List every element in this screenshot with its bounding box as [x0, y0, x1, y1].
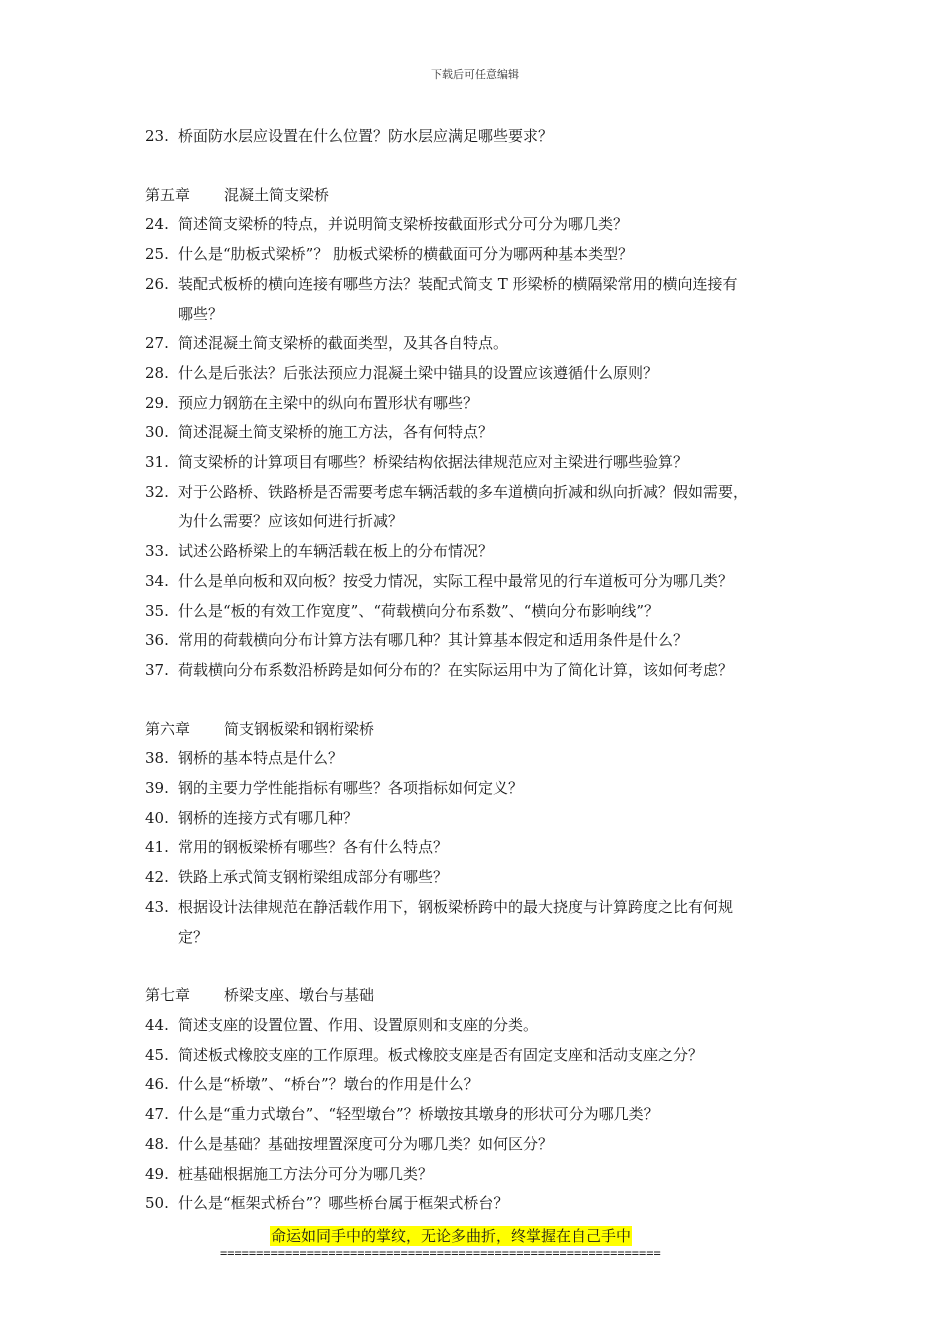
question-text: 桩基础根据施工方法分可分为哪几类？: [178, 1164, 434, 1183]
question-text: [178, 478, 825, 537]
question-32: [145, 478, 825, 537]
question-41: [145, 833, 825, 863]
chapter-label: 第六章: [145, 719, 191, 738]
question-text-line-1: 根据设计法律规范在静活载作用下，钢板梁桥跨中的最大挠度与计算跨度之比有何规: [178, 897, 734, 916]
question-30: [145, 418, 825, 448]
question-29: [145, 389, 825, 419]
question-47: [145, 1100, 825, 1130]
question-49: [145, 1160, 825, 1190]
question-46: [145, 1070, 825, 1100]
question-text: 简支梁桥的计算项目有哪些？桥梁结构依据法律规范应对主梁进行哪些验算？: [178, 453, 689, 472]
question-text-line-2: 定？: [178, 927, 209, 946]
question-number: 37.: [145, 660, 169, 679]
question-number: 30.: [145, 423, 169, 442]
question-27: [145, 329, 825, 359]
question-37: [145, 656, 825, 686]
question-text: 什么是“重力式墩台”、“轻型墩台”？桥墩按其墩身的形状可分为哪几类？: [178, 1105, 659, 1124]
question-number: 45.: [145, 1045, 169, 1064]
question-text: 什么是“框架式桥台”？哪些桥台属于框架式桥台？: [178, 1194, 509, 1213]
question-number: 42.: [145, 868, 169, 887]
question-text: [178, 893, 825, 952]
question-text-line-2: 为什么需要？应该如何进行折减？: [178, 512, 404, 531]
chapter-label: 第七章: [145, 986, 191, 1005]
question-text: 简述混凝土简支梁桥的截面类型，及其各自特点。: [178, 334, 509, 353]
question-text: 试述公路桥梁上的车辆活载在板上的分布情况？: [178, 542, 494, 561]
question-number: 28.: [145, 363, 169, 382]
question-text: 什么是基础？基础按埋置深度可分为哪几类？如何区分？: [178, 1134, 554, 1153]
question-number: 48.: [145, 1134, 169, 1153]
question-number: 36.: [145, 631, 169, 650]
question-text: 什么是“桥墩”、“桥台”？墩台的作用是什么？: [178, 1075, 479, 1094]
question-39: [145, 774, 825, 804]
question-text: 钢桥的连接方式有哪几种？: [178, 808, 359, 827]
question-text-line-2: 哪些？: [178, 304, 224, 323]
question-number: 29.: [145, 393, 169, 412]
question-text-line-1: 对于公路桥、铁路桥是否需要考虑车辆活载的多车道横向折减和纵向折减？假如需要，: [178, 482, 749, 501]
question-number: 26.: [145, 274, 169, 293]
question-number: 25.: [145, 245, 169, 264]
question-number: 43.: [145, 897, 169, 916]
question-text: 钢的主要力学性能指标有哪些？各项指标如何定义？: [178, 779, 524, 798]
question-25: [145, 240, 825, 270]
question-number: 40.: [145, 808, 169, 827]
question-text: 什么是后张法？后张法预应力混凝土梁中锚具的设置应该遵循什么原则？: [178, 363, 659, 382]
question-number: 41.: [145, 838, 169, 857]
page-header: 下载后可任意编辑: [431, 68, 519, 81]
question-number: 39.: [145, 779, 169, 798]
question-text: [178, 656, 825, 686]
question-number: 24.: [145, 215, 169, 234]
question-number: 38.: [145, 749, 169, 768]
question-23: [145, 122, 825, 152]
question-26: [145, 270, 825, 329]
question-28: [145, 359, 825, 389]
question-text-line-1: 装配式板桥的横向连接有哪些方法？装配式简支 T 形梁桥的横隔梁常用的横向连接有: [178, 274, 738, 293]
question-text: 简述简支梁桥的特点，并说明简支梁桥按截面形式分可分为哪几类？: [178, 215, 629, 234]
question-45: [145, 1041, 825, 1071]
question-38: [145, 744, 825, 774]
question-34: [145, 567, 825, 597]
question-text: 常用的钢板梁桥有哪些？各有什么特点？: [178, 838, 449, 857]
question-43: [145, 893, 825, 952]
chapter-title: 桥梁支座、墩台与基础: [224, 986, 375, 1005]
footer-divider: =============================================================: [220, 1246, 661, 1260]
question-text: 预应力钢筋在主梁中的纵向布置形状有哪些？: [178, 393, 479, 412]
question-number: 50.: [145, 1194, 169, 1213]
question-number: 23.: [145, 127, 169, 145]
question-text: 简述支座的设置位置、作用、设置原则和支座的分类。: [178, 1015, 539, 1034]
question-number: 34.: [145, 571, 169, 590]
chapter-label: 第五章: [145, 185, 191, 204]
chapter-title: 混凝土简支梁桥: [224, 185, 330, 204]
question-text: 常用的荷载横向分布计算方法有哪几种？其计算基本假定和适用条件是什么？: [178, 631, 689, 650]
question-number: 27.: [145, 334, 169, 353]
question-31: [145, 448, 825, 478]
question-number: 35.: [145, 601, 169, 620]
question-text: 钢桥的基本特点是什么？: [178, 749, 344, 768]
question-number: 49.: [145, 1164, 169, 1183]
question-number: 47.: [145, 1105, 169, 1124]
chapter-title: 简支钢板梁和钢桁梁桥: [224, 719, 375, 738]
question-text: 什么是“肋板式梁桥”？ 肋板式梁桥的横截面可分为哪两种基本类型？: [178, 245, 634, 264]
question-text: 什么是“板的有效工作宽度”、“荷载横向分布系数”、“横向分布影响线”？: [178, 601, 660, 620]
question-text-part: ，该如何考虑？: [628, 660, 734, 679]
question-text: 简述混凝土简支梁桥的施工方法，各有何特点？: [178, 423, 494, 442]
footer-motto: 命运如同手中的掌纹，无论多曲折，终掌握在自己手中: [271, 1227, 632, 1245]
question-36: [145, 626, 825, 656]
chapter-5-heading: [145, 181, 825, 211]
question-number: 44.: [145, 1015, 169, 1034]
question-44: [145, 1011, 825, 1041]
question-text: 桥面防水层应设置在什么位置？防水层应满足哪些要求？: [178, 127, 554, 145]
chapter-7-heading: [145, 981, 825, 1011]
question-35: [145, 597, 825, 627]
question-text: [178, 270, 825, 329]
question-48: [145, 1130, 825, 1160]
question-text: 什么是单向板和双向板？按受力情况，实际工程中最常见的行车道板可分为哪几类？: [178, 571, 734, 590]
question-40: [145, 804, 825, 834]
question-number: 32.: [145, 482, 169, 501]
question-text: 简述板式橡胶支座的工作原理。板式橡胶支座是否有固定支座和活动支座之分？: [178, 1045, 704, 1064]
question-42: [145, 863, 825, 893]
question-text: 铁路上承式简支钢桁梁组成部分有哪些？: [178, 868, 449, 887]
question-number: 46.: [145, 1075, 169, 1094]
question-text-emphasis: 为了简化计算: [538, 660, 629, 679]
question-number: 33.: [145, 542, 169, 561]
question-text-part: 荷载横向分布系数沿桥跨是如何分布的？在实际运用中: [178, 660, 539, 679]
document-body: [145, 122, 825, 1219]
question-50: [145, 1189, 825, 1219]
chapter-6-heading: [145, 715, 825, 745]
question-33: [145, 537, 825, 567]
question-24: [145, 210, 825, 240]
question-number: 31.: [145, 453, 169, 472]
